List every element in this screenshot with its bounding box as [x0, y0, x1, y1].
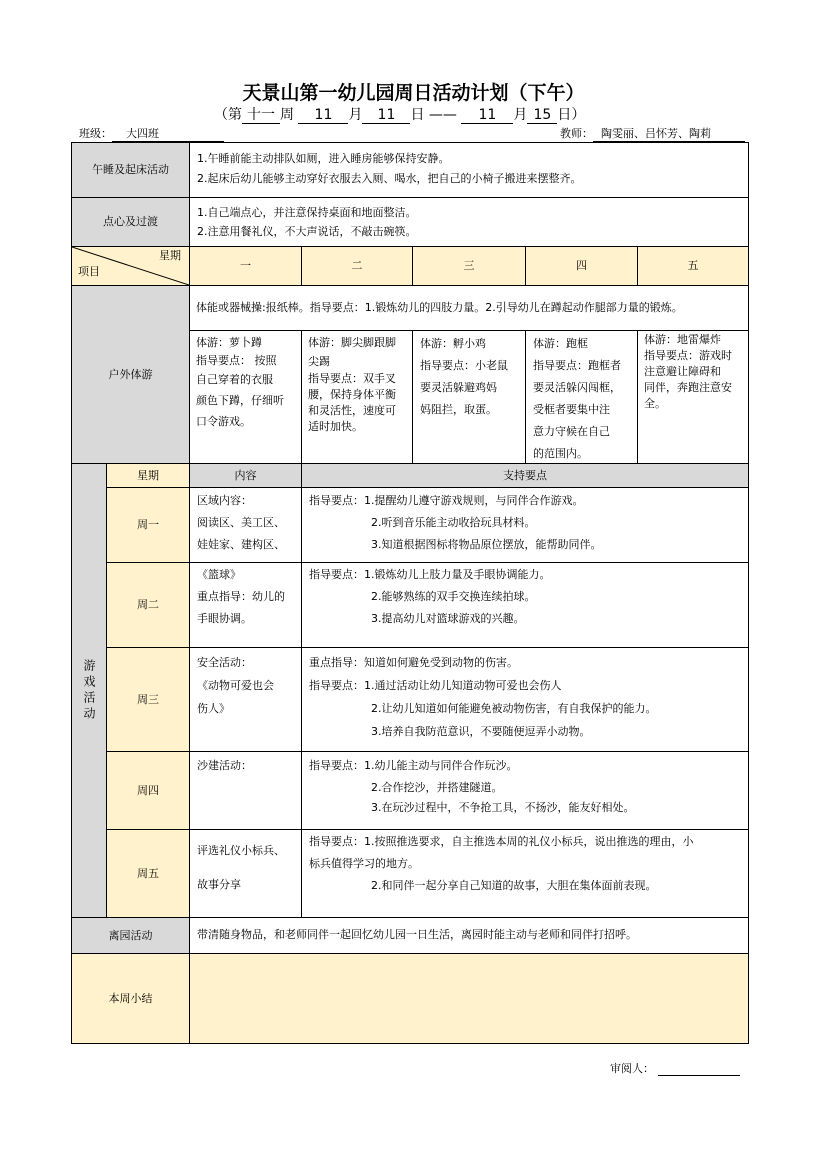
support-line: 指导要点：1.通过活动让幼儿知道动物可爱也会伤人	[309, 679, 562, 692]
support-line: 2.听到音乐能主动收拾玩具材料。	[371, 516, 536, 529]
outdoor-line: 全。	[644, 397, 666, 410]
outdoor-day-tue	[301, 330, 413, 464]
support-line: 指导要点：1.锻炼幼儿上肢力量及手眼协调能力。	[309, 568, 551, 581]
leave-content: 带清随身物品，和老师同伴一起回忆幼儿园一日生活，离园时能主动与老师和同伴打招呼。	[189, 917, 749, 954]
outdoor-line: 体游：孵小鸡	[420, 337, 486, 350]
outdoor-line: 自己穿着的衣服	[196, 373, 273, 386]
start-month: 11	[298, 108, 348, 124]
month-label-2: 月	[513, 107, 528, 123]
game-content-line: 伤人》	[197, 702, 230, 715]
game-content-line: 区域内容：	[197, 494, 252, 507]
outdoor-line: 注意避让障碍和	[644, 365, 721, 378]
support-line: 指导要点：1.提醒幼儿遵守游戏规则，与同伴合作游戏。	[309, 494, 584, 507]
outdoor-line: 腰，保持身体平衡	[308, 388, 396, 401]
game-content-line: 沙建活动：	[197, 759, 252, 772]
support-line: 3.在玩沙过程中，不争抢工具，不扬沙，能友好相处。	[371, 801, 635, 814]
game-support-thu	[301, 751, 749, 830]
outdoor-line: 指导要点：双手叉	[308, 372, 396, 385]
outdoor-line: 口令游戏。	[196, 415, 251, 428]
snack-content	[189, 197, 749, 247]
game-content-line: 《篮球》	[197, 568, 241, 581]
game-support-mon	[301, 487, 749, 563]
game-content-fri	[189, 829, 302, 918]
teacher-value: 陶雯丽、吕怀芳、陶莉	[593, 125, 745, 142]
support-line: 2.和同伴一起分享自己知道的故事，大胆在集体面前表现。	[371, 879, 657, 892]
support-line: 3.提高幼儿对篮球游戏的兴趣。	[371, 612, 525, 625]
snack-line: 2.注意用餐礼仪，不大声说话，不敲击碗筷。	[197, 225, 417, 238]
outdoor-label: 户外体游	[71, 285, 190, 464]
outdoor-line: 同伴，奔跑注意安	[644, 381, 732, 394]
games-header-day: 星期	[106, 463, 190, 488]
support-line: 2.能够熟练的双手交换连续拍球。	[371, 590, 536, 603]
support-line: 指导要点：1.幼儿能主动与同伴合作玩沙。	[309, 759, 518, 772]
month-label: 月	[348, 107, 363, 123]
outdoor-line: 指导要点：小老鼠	[420, 359, 508, 372]
outdoor-line: 体游：跑框	[533, 337, 588, 350]
outdoor-line: 受框者要集中注	[533, 403, 610, 416]
game-support-wed	[301, 647, 749, 752]
outdoor-day-wed	[412, 330, 526, 464]
support-line: 2.让幼儿知道如何能避免被动物伤害，有自我保护的能力。	[371, 702, 657, 715]
nap-content	[189, 142, 749, 198]
outdoor-line: 尖踢	[308, 355, 330, 368]
games-label	[71, 463, 107, 918]
game-day-fri: 周五	[106, 829, 190, 918]
game-support-fri	[301, 829, 749, 918]
week-number: 十一	[242, 108, 280, 124]
game-content-line: 故事分享	[197, 878, 241, 891]
subtitle-close: 日）	[557, 107, 586, 123]
outdoor-line: 和灵活性，速度可	[308, 404, 396, 417]
support-line: 指导要点：1.按照推选要求，自主推选本周的礼仪小标兵，说出推选的理由，小	[309, 835, 694, 848]
games-header-content: 内容	[189, 463, 302, 488]
outdoor-line: 体游：萝卜蹲	[196, 336, 262, 349]
outdoor-line: 意力守候在自己	[533, 425, 610, 438]
game-content-line: 娃娃家、建构区、	[197, 538, 285, 551]
start-day: 11	[362, 108, 410, 124]
outdoor-line: 体游：脚尖脚跟脚	[308, 336, 396, 349]
game-content-wed	[189, 647, 302, 752]
game-content-line: 安全活动：	[197, 656, 252, 669]
date-dash: ——	[428, 107, 457, 123]
game-support-tue	[301, 562, 749, 648]
week-suffix: 周	[280, 107, 294, 123]
class-info	[79, 125, 224, 142]
reviewer	[610, 1060, 740, 1076]
game-content-line: 手眼协调。	[197, 612, 252, 625]
weekday-wed: 三	[412, 246, 526, 286]
outdoor-day-thu	[525, 330, 638, 464]
teacher-label: 教师：	[560, 127, 593, 140]
subtitle-open: （第	[214, 107, 242, 123]
outdoor-line: 指导要点： 按照	[196, 354, 277, 367]
corner-header	[71, 246, 190, 286]
games-header-support: 支持要点	[301, 463, 749, 488]
game-day-thu: 周四	[106, 751, 190, 830]
weekday-mon: 一	[189, 246, 302, 286]
game-day-wed: 周三	[106, 647, 190, 752]
game-content-line: 《动物可爱也会	[197, 679, 274, 692]
game-content-line: 重点指导：幼儿的	[197, 590, 285, 603]
outdoor-day-mon	[189, 330, 302, 464]
corner-bottom-label: 项目	[78, 265, 100, 278]
outdoor-line: 的范围内。	[533, 447, 588, 460]
summary-content[interactable]	[189, 953, 749, 1044]
outdoor-line: 要灵活躲避鸡妈	[420, 381, 497, 394]
games-label-text: 游戏活动	[82, 658, 96, 723]
class-value: 大四班	[112, 125, 224, 142]
nap-line: 2.起床后幼儿能够主动穿好衣服去入厕、喝水，把自己的小椅子搬进来摆整齐。	[197, 172, 582, 185]
summary-label: 本周小结	[71, 953, 190, 1044]
support-line: 3.培养自我防范意识，不要随便逗弄小动物。	[371, 725, 591, 738]
outdoor-common: 体能或器械操:报纸棒。指导要点：1.锻炼幼儿的四肢力量。2.引导幼儿在蹲起动作腿部力量的锻炼。	[189, 285, 749, 331]
game-content-tue	[189, 562, 302, 648]
game-content-line: 阅读区、美工区、	[197, 516, 285, 529]
corner-top-label: 星期	[159, 249, 181, 262]
reviewer-label: 审阅人：	[610, 1062, 654, 1075]
game-content-mon	[189, 487, 302, 563]
day-label: 日	[410, 107, 425, 123]
support-line: 重点指导：知道如何避免受到动物的伤害。	[309, 656, 518, 669]
support-line: 3.知道根据图标将物品原位摆放，能帮助同伴。	[371, 538, 602, 551]
outdoor-day-fri	[637, 330, 749, 464]
outdoor-line: 颜色下蹲，仔细听	[196, 394, 284, 407]
nap-line: 1.午睡前能主动排队如厕，进入睡房能够保持安静。	[197, 152, 450, 165]
end-month: 11	[461, 108, 513, 124]
reviewer-signature-line[interactable]	[658, 1061, 740, 1076]
date-range	[214, 104, 585, 124]
outdoor-line: 妈阻拦，取蛋。	[420, 403, 497, 416]
end-day: 15	[527, 108, 557, 124]
game-content-thu	[189, 751, 302, 830]
class-label: 班级：	[79, 127, 112, 140]
weekday-fri: 五	[637, 246, 749, 286]
snack-line: 1.自己端点心，并注意保持桌面和地面整洁。	[197, 206, 417, 219]
game-content-line: 评选礼仪小标兵、	[197, 844, 285, 857]
outdoor-line: 指导要点：游戏时	[644, 349, 732, 362]
outdoor-line: 要灵活躲闪闯框，	[533, 381, 621, 394]
outdoor-line: 适时加快。	[308, 420, 363, 433]
outdoor-line: 体游：地雷爆炸	[644, 333, 721, 346]
support-line: 标兵值得学习的地方。	[309, 857, 419, 870]
snack-label: 点心及过渡	[71, 197, 190, 247]
weekday-tue: 二	[301, 246, 413, 286]
weekday-thu: 四	[525, 246, 638, 286]
teacher-info	[560, 125, 745, 142]
nap-label: 午睡及起床活动	[71, 142, 190, 198]
game-day-mon: 周一	[106, 487, 190, 563]
leave-label: 离园活动	[71, 917, 190, 954]
page-title: 天景山第一幼儿园周日活动计划（下午）	[242, 82, 585, 104]
support-line: 2.合作挖沙，并搭建隧道。	[371, 781, 503, 794]
game-day-tue: 周二	[106, 562, 190, 648]
outdoor-line: 指导要点：跑框者	[533, 359, 621, 372]
